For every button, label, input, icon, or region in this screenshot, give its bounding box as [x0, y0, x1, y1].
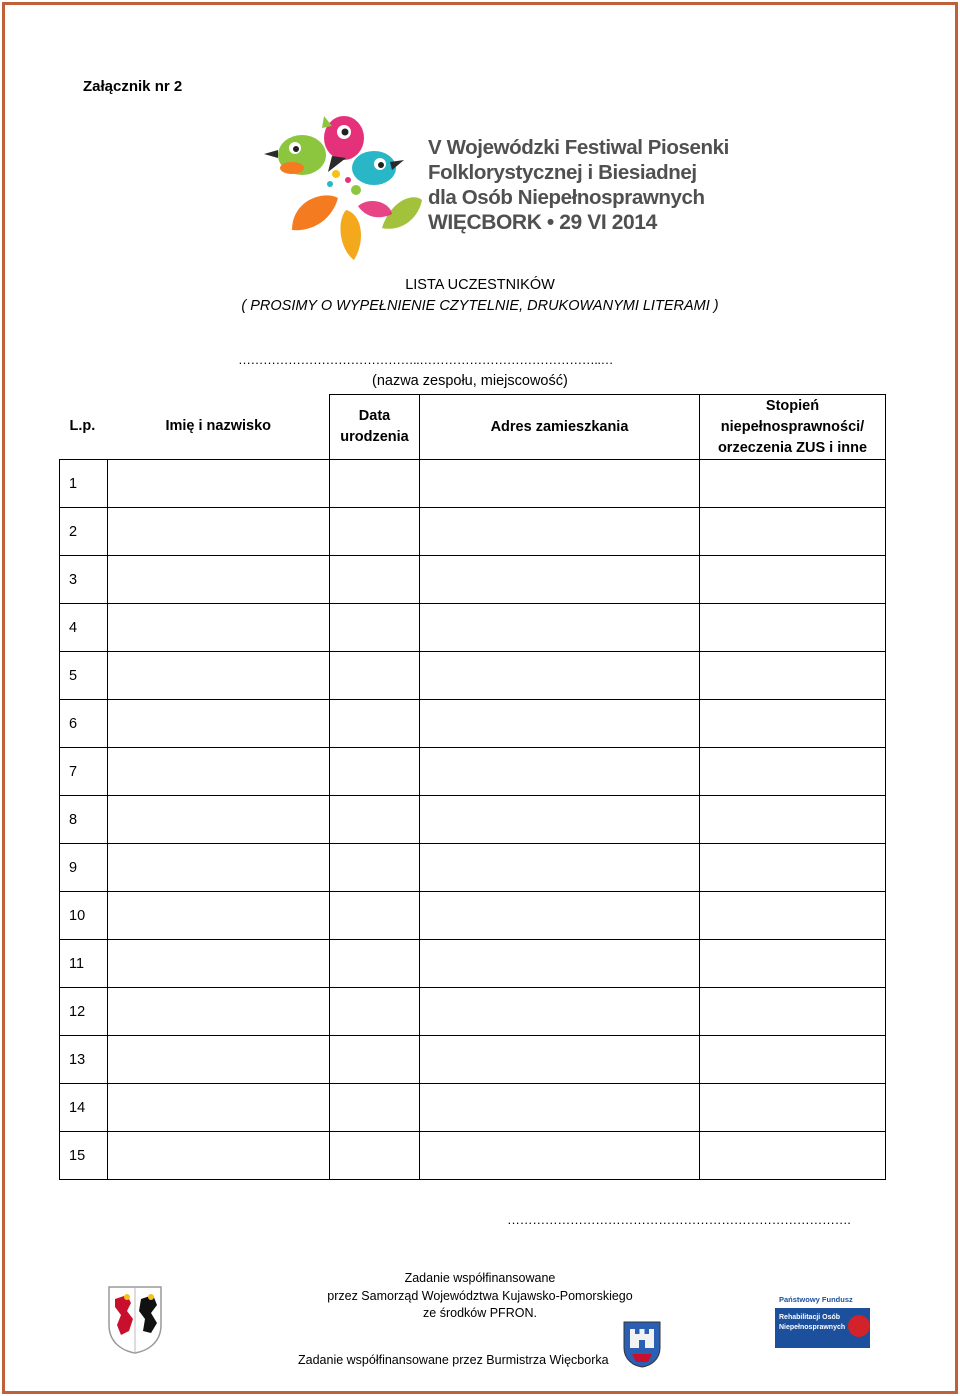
cell-birth-date[interactable]	[330, 700, 420, 748]
table-row	[60, 652, 886, 700]
team-name-line[interactable]: ……………………………………..……………………………………..…	[238, 352, 613, 367]
row-number: 12	[60, 988, 108, 1036]
row-number: 14	[60, 1084, 108, 1132]
signature-line[interactable]: ……………………………………………………………………….	[507, 1212, 851, 1227]
pfron-line-1: Państwowy Fundusz	[779, 1295, 853, 1304]
cell-disability-degree[interactable]	[700, 748, 886, 796]
cell-address[interactable]	[420, 556, 700, 604]
header-name: Imię i nazwisko	[165, 418, 272, 435]
festival-birds-logo	[262, 110, 432, 265]
cell-address[interactable]	[420, 844, 700, 892]
logo-line-4: WIĘCBORK • 29 VI 2014	[428, 211, 657, 234]
header-disability-degree	[700, 395, 886, 460]
cell-name[interactable]	[108, 508, 330, 556]
festival-logo-text	[428, 135, 729, 235]
cell-name[interactable]	[108, 700, 330, 748]
row-number: 7	[60, 748, 108, 796]
table-row	[60, 844, 886, 892]
cell-birth-date[interactable]	[330, 796, 420, 844]
cell-address[interactable]	[420, 1132, 700, 1180]
header-birth-date-line1: Data	[358, 408, 391, 424]
cell-birth-date[interactable]	[330, 748, 420, 796]
cell-address[interactable]	[420, 460, 700, 508]
team-name-hint: (nazwa zespołu, miejscowość)	[372, 373, 568, 389]
cell-birth-date[interactable]	[330, 988, 420, 1036]
table-row	[60, 796, 886, 844]
table-row	[60, 604, 886, 652]
cell-disability-degree[interactable]	[700, 988, 886, 1036]
cell-name[interactable]	[108, 460, 330, 508]
header-birth-date	[330, 395, 420, 460]
cell-name[interactable]	[108, 652, 330, 700]
row-number: 5	[60, 652, 108, 700]
row-number: 15	[60, 1132, 108, 1180]
voivodeship-coat-of-arms-icon	[107, 1285, 163, 1355]
cell-birth-date[interactable]	[330, 460, 420, 508]
cell-address[interactable]	[420, 892, 700, 940]
row-number: 10	[60, 892, 108, 940]
row-number: 9	[60, 844, 108, 892]
table-row	[60, 1084, 886, 1132]
row-number: 13	[60, 1036, 108, 1084]
cell-name[interactable]	[108, 892, 330, 940]
participants-table	[59, 394, 886, 1180]
cell-name[interactable]	[108, 940, 330, 988]
cell-birth-date[interactable]	[330, 1132, 420, 1180]
cell-address[interactable]	[420, 1036, 700, 1084]
cell-address[interactable]	[420, 748, 700, 796]
cell-disability-degree[interactable]	[700, 556, 886, 604]
cell-address[interactable]	[420, 988, 700, 1036]
cell-address[interactable]	[420, 652, 700, 700]
footer-line-1: Zadanie współfinansowane	[404, 1271, 556, 1285]
header-degree-line3: orzeczenia ZUS i inne	[717, 439, 868, 456]
cell-disability-degree[interactable]	[700, 1132, 886, 1180]
cell-address[interactable]	[420, 604, 700, 652]
footer-line-3: ze środków PFRON.	[423, 1306, 537, 1320]
table-row	[60, 1036, 886, 1084]
table-row	[60, 700, 886, 748]
cell-address[interactable]	[420, 940, 700, 988]
fill-instruction: ( PROSIMY O WYPEŁNIENIE CZYTELNIE, DRUKOWANYMI LITERAMI )	[241, 298, 719, 314]
table-row	[60, 988, 886, 1036]
table-row	[60, 892, 886, 940]
cell-address[interactable]	[420, 700, 700, 748]
cell-name[interactable]	[108, 556, 330, 604]
table-row	[60, 748, 886, 796]
header-degree-line2: niepełnosprawności/	[720, 418, 865, 435]
row-number: 11	[60, 940, 108, 988]
cell-birth-date[interactable]	[330, 1084, 420, 1132]
row-number: 1	[60, 460, 108, 508]
cell-birth-date[interactable]	[330, 1036, 420, 1084]
cell-disability-degree[interactable]	[700, 508, 886, 556]
cell-birth-date[interactable]	[330, 940, 420, 988]
cell-name[interactable]	[108, 1132, 330, 1180]
row-number: 8	[60, 796, 108, 844]
cell-address[interactable]	[420, 796, 700, 844]
cell-birth-date[interactable]	[330, 556, 420, 604]
table-header-row	[60, 395, 886, 460]
row-number: 4	[60, 604, 108, 652]
cell-birth-date[interactable]	[330, 892, 420, 940]
row-number: 2	[60, 508, 108, 556]
logo-line-2: Folklorystycznej i Biesiadnej	[428, 161, 697, 184]
cell-address[interactable]	[420, 1084, 700, 1132]
header-birth-date-line2: urodzenia	[340, 429, 409, 445]
logo-line-1: V Wojewódzki Festiwal Piosenki	[428, 136, 729, 159]
footer-mayor: Zadanie współfinansowane przez Burmistrza Więcborka	[298, 1353, 609, 1367]
cell-disability-degree[interactable]	[700, 460, 886, 508]
header-lp: L.p.	[69, 418, 96, 435]
cell-birth-date[interactable]	[330, 652, 420, 700]
cell-disability-degree[interactable]	[700, 604, 886, 652]
header-degree-line1: Stopień	[765, 397, 820, 414]
pfron-line-2: Rehabilitacji Osób	[779, 1314, 841, 1321]
cell-disability-degree[interactable]	[700, 1036, 886, 1084]
cell-name[interactable]	[108, 604, 330, 652]
cell-birth-date[interactable]	[330, 844, 420, 892]
table-row	[60, 556, 886, 604]
row-number: 6	[60, 700, 108, 748]
cell-name[interactable]	[108, 796, 330, 844]
row-number: 3	[60, 556, 108, 604]
header-address: Adres zamieszkania	[420, 395, 700, 460]
document-title: LISTA UCZESTNIKÓW	[405, 277, 555, 293]
wiecbork-coat-of-arms-icon	[622, 1320, 662, 1368]
cell-disability-degree[interactable]	[700, 892, 886, 940]
pfron-line-3: Niepełnosprawnych	[779, 1324, 846, 1331]
cell-name[interactable]	[108, 1036, 330, 1084]
cell-name[interactable]	[108, 988, 330, 1036]
attachment-label: Załącznik nr 2	[83, 78, 183, 95]
pfron-logo	[775, 1292, 870, 1348]
cell-disability-degree[interactable]	[700, 652, 886, 700]
cell-name[interactable]	[108, 1084, 330, 1132]
cell-birth-date[interactable]	[330, 604, 420, 652]
cell-disability-degree[interactable]	[700, 1084, 886, 1132]
table-row	[60, 940, 886, 988]
cell-disability-degree[interactable]	[700, 700, 886, 748]
table-row	[60, 508, 886, 556]
cell-name[interactable]	[108, 748, 330, 796]
cell-address[interactable]	[420, 508, 700, 556]
footer-line-2: przez Samorząd Województwa Kujawsko-Pomorskiego	[327, 1288, 633, 1303]
cell-disability-degree[interactable]	[700, 796, 886, 844]
cell-disability-degree[interactable]	[700, 940, 886, 988]
cell-disability-degree[interactable]	[700, 844, 886, 892]
table-row	[60, 460, 886, 508]
cell-birth-date[interactable]	[330, 508, 420, 556]
table-row	[60, 1132, 886, 1180]
logo-line-3: dla Osób Niepełnosprawnych	[428, 186, 705, 209]
cell-name[interactable]	[108, 844, 330, 892]
